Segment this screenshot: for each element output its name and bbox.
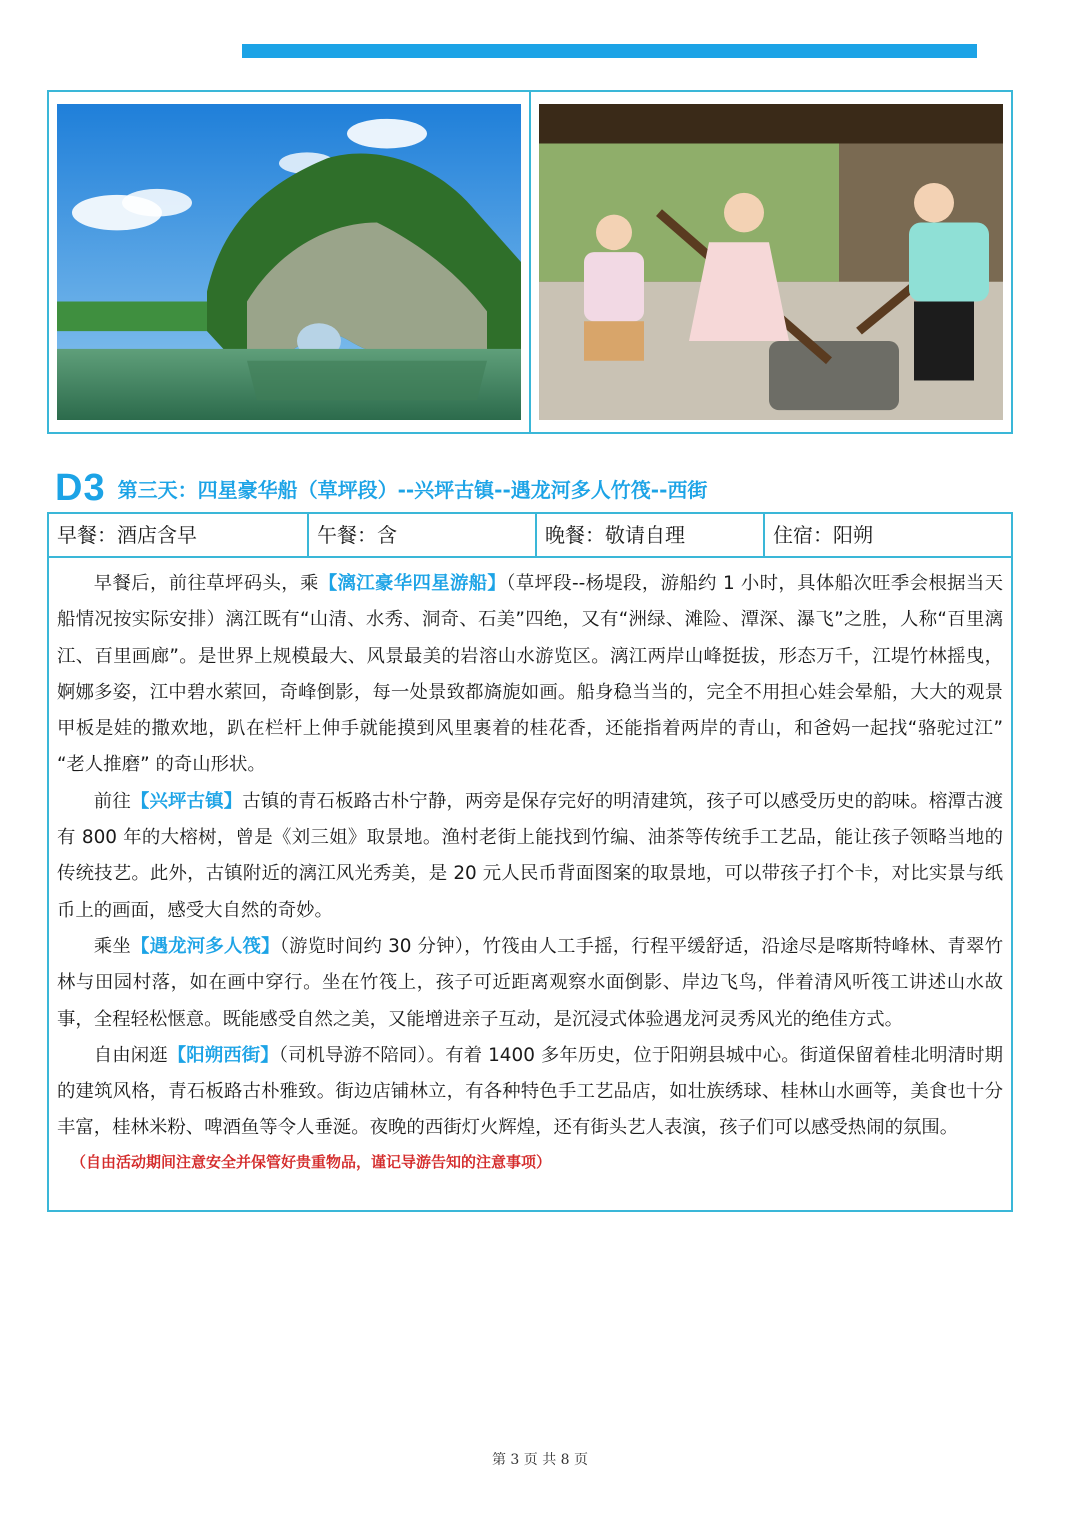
paragraph-text: 古镇的青石板路古朴宁静，两旁是保存完好的明清建筑，孩子可以感受历史的韵味。榕潭古渡有 800 年的大榕树，曾是《刘三姐》取景地。渔村老街上能找到竹编、油茶等传统手工艺品，能让孩子领略当地的传统技艺。此外，古镇附近的漓江风光秀美，是 20 元人民币背面图案的取景地，可以带孩子打个卡，对比实景与纸币上的画面，感受大自然的奇妙。 <box>57 790 1003 921</box>
page-number: 第 3 页 共 8 页 <box>491 1452 589 1468</box>
paragraph-text: （司机导游不陪同）。有着 1400 多年历史，位于阳朔县城中心。街道保留着桂北明清时期的建筑风格，青石板路古朴雅致。街边店铺林立，有各种特色手工艺品店，如壮族绣球、桂林山水画等，美食也十分丰富，桂林米粉、啤酒鱼等令人垂涎。夜晚的西街灯火辉煌，还有街头艺人表演，孩子们可以感受热闹的氛围。 <box>57 1044 1003 1139</box>
itinerary-text <box>49 558 1011 1177</box>
lodging-cell: 住宿：阳朔 <box>763 514 1011 556</box>
day-title: 第三天：四星豪华船（草坪段）--兴坪古镇--遇龙河多人竹筏--西街 <box>117 478 708 502</box>
highlight-text: 【阳朔西街】 <box>167 1044 279 1066</box>
photo-cell-left <box>49 92 529 432</box>
paragraph-text: 自由闲逛 <box>93 1044 168 1066</box>
photo-cell-right <box>529 92 1011 432</box>
day-header <box>55 466 707 510</box>
paragraph-text: 早餐后，前往草坪码头，乘 <box>93 573 319 594</box>
elephant-trunk-hill-photo <box>57 104 521 420</box>
paragraph-xingping <box>57 784 1003 929</box>
highlight-text: 【漓江豪华四星游船】 <box>318 573 507 594</box>
paragraph-text: （草坪段--杨堤段，游船约 1 小时，具体船次旺季会根据当天船情况按实际安排）漓江既有“山清、水秀、洞奇、石美”四绝，又有“洲绿、滩险、潭深、瀑飞”之胜，人称“百里漓江、百里画廊”。是世界上规模最大、风景最美的岩溶山水游览区。漓江两岸山峰挺拔，形态万千，江堤竹林摇曳，婀娜多姿，江中碧水萦回，奇峰倒影，每一处景致都旖旎如画。船身稳当当的，完全不用担心娃会晕船，大大的观景甲板是娃的撒欢地，趴在栏杆上伸手就能摸到风里裹着的桂花香，还能指着两岸的青山，和爸妈一起找“骆驼过江” “老人推磨” 的奇山形状。 <box>57 573 1003 776</box>
top-accent-bar <box>242 44 977 58</box>
itinerary-box <box>47 512 1013 1212</box>
paragraph-yulong-river <box>57 929 1003 1038</box>
paragraph-text: （游览时间约 30 分钟），竹筏由人工手摇，行程平缓舒适，沿途尽是喀斯特峰林、青翠竹林与田园村落，如在画中穿行。坐在竹筏上，孩子可近距离观察水面倒影、岸边飞鸟，伴着清风听筏工讲述山水故事，全程轻松惬意。既能感受自然之美，又能增进亲子互动，是沉浸式体验遇龙河灵秀风光的绝佳方式。 <box>57 935 1003 1030</box>
day-code: D3 <box>55 467 106 509</box>
paragraph-text: 乘坐 <box>93 935 131 957</box>
dinner-cell: 晚餐：敬请自理 <box>535 514 763 556</box>
meals-row <box>49 514 1011 558</box>
paragraph-west-street <box>57 1038 1003 1147</box>
highlight-text: 【兴坪古镇】 <box>130 790 243 812</box>
highlight-text: 【遇龙河多人筏】 <box>130 935 280 957</box>
lunch-cell: 午餐：含 <box>307 514 535 556</box>
paragraph-li-river <box>57 566 1003 784</box>
children-rice-pounding-photo <box>539 104 1003 420</box>
paragraph-text: 前往 <box>93 790 131 812</box>
photo-frame <box>47 90 1013 434</box>
breakfast-cell: 早餐：酒店含早 <box>57 523 197 547</box>
safety-note: （自由活动期间注意安全并保管好贵重物品，谨记导游告知的注意事项） <box>71 1152 552 1171</box>
